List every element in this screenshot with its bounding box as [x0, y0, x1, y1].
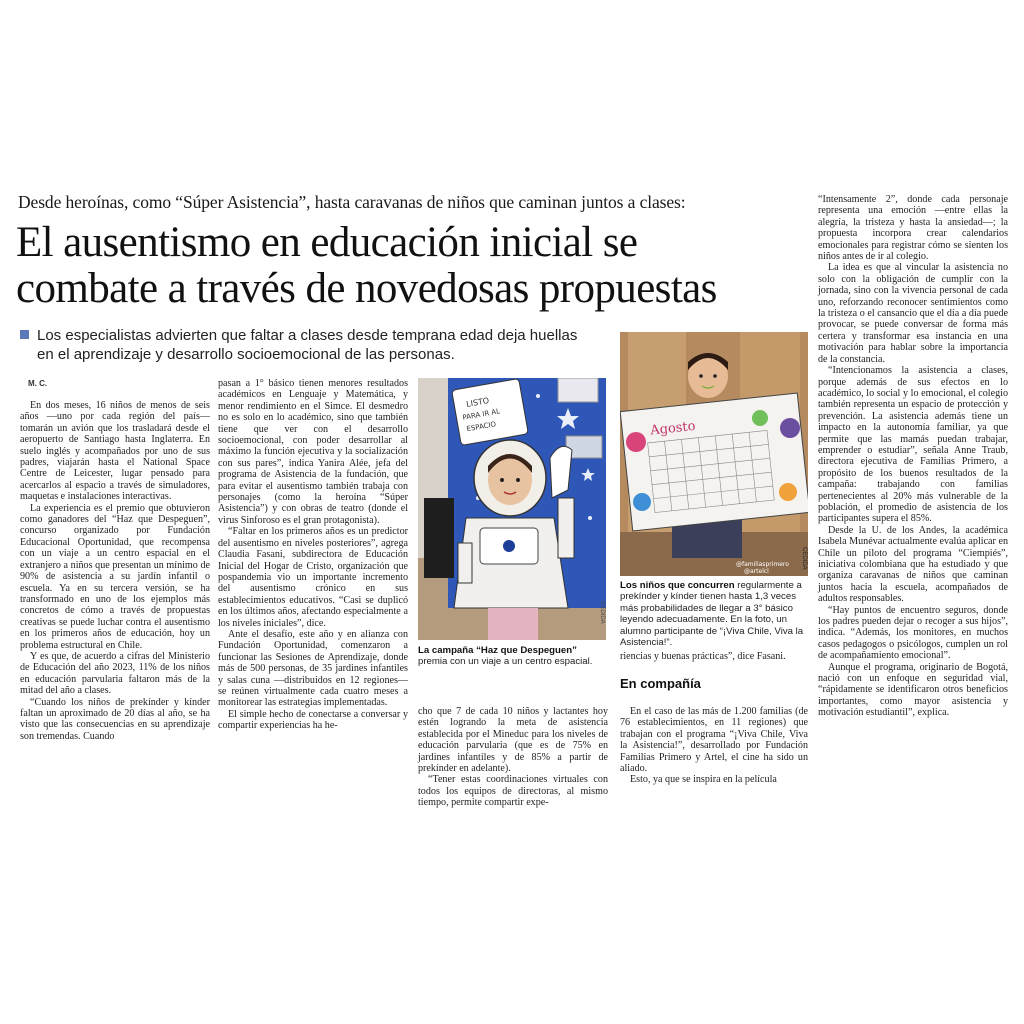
- photo-caption-1: [418, 645, 606, 668]
- paragraph: “Hay puntos de encuentro seguros, donde los padres pueden dejar o recoger a sus hijos”, indica. “Además, los monitores, en muchos casos pedagogos o psicólogos, cumplen un rol de acompañamiento emocional”.: [818, 604, 1008, 662]
- column-3: [418, 706, 608, 809]
- paragraph: Esto, ya que se inspira en la película: [630, 774, 777, 786]
- deck: [20, 326, 600, 364]
- paragraph: Aunque el programa, originario de Bogotá, nació con un enfoque en seguridad vial, “rápidamente se identificaron otros beneficios importantes, como mayor asistencia y motivación estudiantil”, explica.: [818, 661, 1008, 719]
- headline-line-1: El ausentismo en educación inicial se: [16, 219, 638, 266]
- paragraph: “Intencionamos la asistencia a clases, porque además de sus efectos en lo académico, lo social y lo emocional, el colegio también representa un espacio de protección y prevención. La asistencia además tiene un impacto en la autonomía familiar, ya que permite que las mamás puedan trabajar, emprender o estudiar”, señala Anne Traub, directora ejecutiva de Familias Primero, a propósito de los buenos resultados de la campaña: trabajando con familias pertenecientes al 20% más vulnerable de la población, el promedio de asistencia de los participantes supera el 85%.: [818, 365, 1008, 525]
- headline: [16, 220, 816, 312]
- paragraph: Desde la U. de los Andes, la académica Isabela Munévar actualmente evalúa aplicar en Chile un piloto del programa “Ciempiés”, iniciativa colombiana que ha estudiado y que organiza caravanas de niños que caminan juntos hacia la escuela, acompañados de adultos responsables.: [818, 524, 1008, 605]
- deck-line-1: Los especialistas advierten que faltar a clases desde temprana edad deja huellas: [37, 327, 578, 344]
- handle-2: @artelcl: [744, 568, 769, 575]
- column-5: [818, 194, 1008, 719]
- calendar-illustration: [620, 332, 808, 576]
- paragraph: “Cuando los niños de prekínder y kínder faltan un aproximado de 20 días al año, se ha visto que las consecuencias en su aprendizaje son tremendas. Cuando: [20, 696, 210, 742]
- svg-text:ESPACIO: ESPACIO: [465, 420, 497, 434]
- deck-bullet-icon: [20, 330, 29, 339]
- paragraph: Ante el desafío, este año y en alianza con Fundación Oportunidad, comenzaron a funcionar las Sesiones de Aprendizaje, donde más de 500 personas, de 35 jardines infantiles y salas cuna —distribuidos en 12 regiones— se reúnen virtualmente cada cuatro meses a monitorear las estrategias implementadas.: [218, 628, 408, 709]
- column-1: [20, 400, 210, 742]
- headline-line-2: combate a través de novedosas propuestas: [16, 265, 717, 312]
- paragraph: riencias y buenas prácticas”, dice Fasani.: [620, 651, 786, 662]
- astronaut-illustration: [418, 378, 606, 640]
- paragraph: “Intensamente 2”, donde cada personaje representa una emoción —entre ellas la alegría, la tristeza y hasta la ansiedad—; la propuesta incorpora crear calendarios emocionales para registrar cómo se sienten los niños antes de ir al colegio.: [818, 194, 1008, 263]
- paragraph: En el caso de las más de 1.200 familias (de 76 establecimientos, en 11 regiones) que trabajan con el programa “¡Viva Chile, Viva la Asistencia!”, desarrollado por Fundación Familias Primero y Artel, el cine ha sido un aliado.: [620, 706, 808, 775]
- svg-text:LISTO: LISTO: [465, 396, 490, 409]
- kicker: Desde heroínas, como “Súper Asistencia”, hasta caravanas de niños que caminan juntos a clases:: [18, 192, 686, 212]
- photo-astronaut: [418, 378, 606, 640]
- photo-caption-2: [620, 580, 808, 648]
- calendar-title: Agosto: [649, 418, 697, 439]
- caption-bold: Los niños que concurren: [620, 580, 735, 591]
- paragraph: En dos meses, 16 niños de menos de seis años —uno por cada región del país— tomarán un avión que los trasladará desde el aeropuerto de Santiago hasta Inglaterra. En suelo inglés y acompañados por uno de sus padres, viajarán hasta el National Space Centre de Leicester, lugar pensado para acercarlos al espacio a través de simuladores, maquetas e instalaciones interactivas.: [20, 400, 210, 503]
- column-2: [218, 378, 408, 732]
- caption-text: premia con un viaje a un centro espacial.: [418, 656, 593, 668]
- photo-credit: CEDIDA: [801, 547, 807, 570]
- caption-bold: La campaña “Haz que Despeguen”: [418, 645, 577, 656]
- photo-credit: CEDIDA: [599, 601, 605, 624]
- photo-calendar: [620, 332, 808, 576]
- paragraph: La experiencia es el premio que obtuvieron como ganadores del “Haz que Despeguen”, concurso organizado por Fundación Educacional Oportunidad, que recompensa con un viaje a un centro espacial en el extranjero a niños que presentan un mínimo de 90% de asistencia a su jardín infantil o escuela. Ya en su tercera versión, se ha transformado en uno de los ejemplos más concretos de cómo a través de propuestas creativas se puede luchar contra el ausentismo en los primeros años de educación, hoy un problema estructural en Chile.: [20, 502, 210, 651]
- paragraph: El simple hecho de conectarse a conversar y compartir experiencias ha he-: [218, 708, 408, 732]
- paragraph: “Faltar en los primeros años es un predictor del ausentismo en niveles posteriores”, agrega Claudia Fasani, subdirectora de Educación Inicial del Hogar de Cristo, organización que pospandemia vio un importante incremento del ausentismo crónico en sus establecimientos educativos. “Casi se duplicó en los últimos años, afectando especialmente a los niveles iniciales”, dice.: [218, 526, 408, 629]
- paragraph: Y es que, de acuerdo a cifras del Ministerio de Educación del año 2023, 11% de los niños en educación parvularia faltaron más de la mitad del año a clases.: [20, 650, 210, 697]
- paragraph: cho que 7 de cada 10 niños y lactantes hoy estén logrando la meta de asistencia establecida por el Mineduc para los niveles de educación parvularia (que es de 75% en jardines infantiles y de 85% a partir de prekínder en adelante).: [418, 706, 608, 775]
- paragraph: pasan a 1° básico tienen menores resultados académicos en Lenguaje y Matemática, y menor rendimiento en el Simce. El desmedro no es solo en lo académico, sino que también tiene que ver con el desarrollo socioemocional, con poder desarrollar al máximo la función ejecutiva y la socialización con sus pares”, indica Yanira Alée, jefa del programa de Asistencia de la fundación, que para evitar el ausentismo también trabaja con personajes (como la heroína “Súper Asistencia”) y con obras de teatro (donde el virus Sinforoso es el gran protagonista).: [218, 378, 408, 526]
- paragraph: La idea es que al vincular la asistencia no solo con la obligación de cumplir con la jornada, sino con la vivencia personal de cada uno, reforzando reconocer sentimientos como la tristeza o el cansancio que el día a día puede provocar, se puede conversar de forma más certera y transformar esa instancia en una motivación para hablar sobre la importancia de la constancia.: [818, 262, 1008, 365]
- caption-text: regularmente a prekínder y kínder tienen hasta 1,3 veces más probabilidades de llegar a 3° básico leyendo adecuadamente. En la foto, un alumno participante de “¡Viva Chile, Viva la Asistencia!”.: [620, 580, 804, 649]
- handle-1: @familiasprimero: [736, 561, 789, 568]
- byline: M. C.: [28, 379, 48, 388]
- column-4-continuation: [620, 651, 808, 662]
- paragraph: “Tener estas coordinaciones virtuales con todos los equipos de directoras, al mismo tiempo, permite compartir expe-: [418, 774, 608, 809]
- column-4: [620, 706, 808, 786]
- subhead: En compañía: [620, 676, 701, 691]
- deck-line-2: en el aprendizaje y desarrollo socioemocional de las personas.: [37, 346, 455, 363]
- svg-text:PARA IR AL: PARA IR AL: [461, 407, 501, 422]
